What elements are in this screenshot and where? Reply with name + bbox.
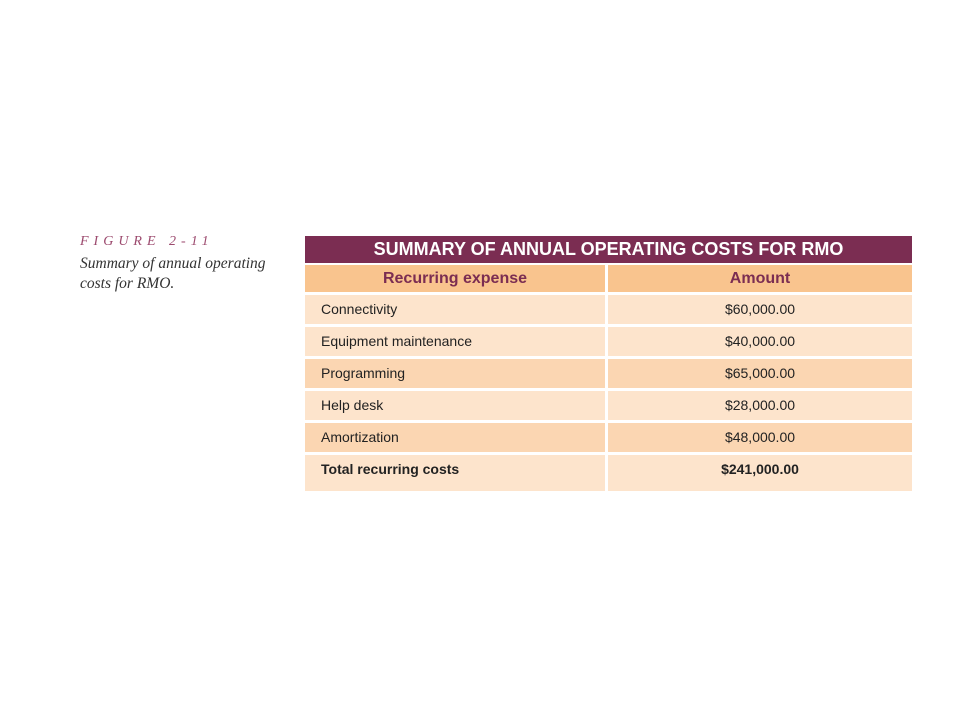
table-title: SUMMARY OF ANNUAL OPERATING COSTS FOR RMO (305, 236, 912, 263)
amount-cell: $40,000.00 (608, 327, 912, 356)
table-header-row (305, 265, 912, 292)
expense-cell: Equipment maintenance (305, 327, 605, 356)
column-header-expense: Recurring expense (305, 265, 605, 292)
total-label-cell: Total recurring costs (305, 455, 605, 491)
table-row (305, 327, 912, 356)
amount-cell: $65,000.00 (608, 359, 912, 388)
amount-cell: $28,000.00 (608, 391, 912, 420)
table-row (305, 423, 912, 452)
table-row (305, 391, 912, 420)
table-total-row (305, 455, 912, 491)
operating-costs-table (305, 236, 912, 491)
figure-caption-text: Summary of annual operating costs for RMO. (80, 255, 266, 292)
column-header-amount: Amount (608, 265, 912, 292)
expense-cell: Amortization (305, 423, 605, 452)
figure-label: FIGURE 2-11 (80, 234, 214, 249)
total-amount-cell: $241,000.00 (608, 455, 912, 491)
expense-cell: Connectivity (305, 295, 605, 324)
amount-cell: $60,000.00 (608, 295, 912, 324)
amount-cell: $48,000.00 (608, 423, 912, 452)
table-row (305, 295, 912, 324)
table-row (305, 359, 912, 388)
expense-cell: Programming (305, 359, 605, 388)
expense-cell: Help desk (305, 391, 605, 420)
